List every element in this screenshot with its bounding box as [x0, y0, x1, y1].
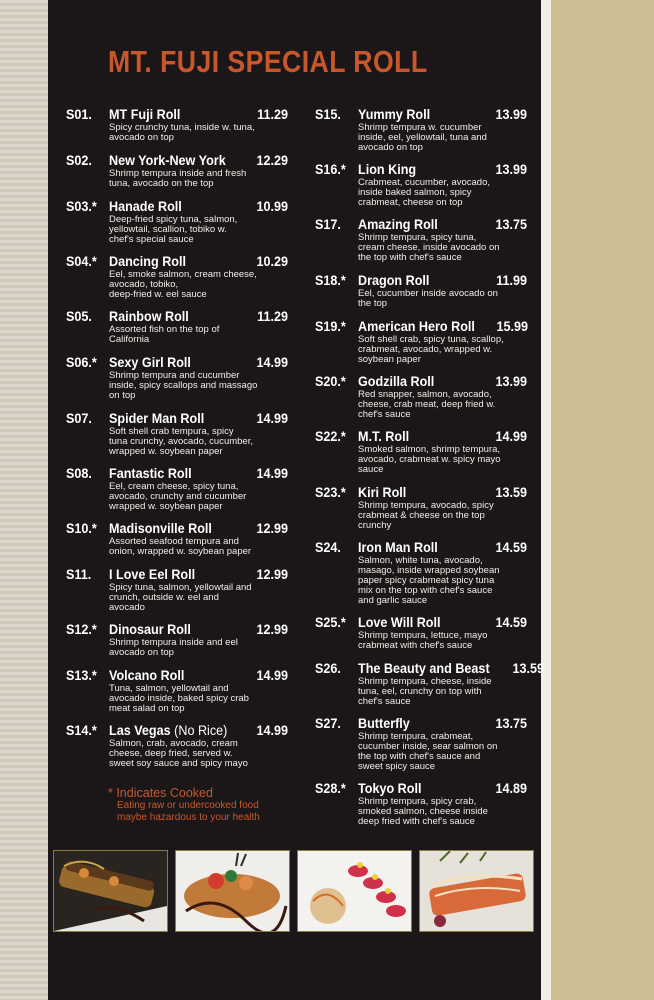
- item-price: 11.29: [257, 106, 288, 122]
- item-header: [315, 216, 527, 233]
- menu-item: [66, 621, 288, 658]
- item-header: [66, 520, 288, 537]
- item-code: S12.*: [66, 621, 97, 637]
- item-description: Deep-fried spicy tuna, salmon, yellowtail, scallion, tobiko w. chef's special sauce: [109, 214, 238, 245]
- roll-photo: [419, 850, 534, 932]
- item-name: [109, 152, 234, 168]
- item-name-text: MT Fuji Roll: [109, 106, 181, 122]
- item-price: 14.59: [495, 539, 527, 555]
- item-name: [109, 520, 234, 536]
- item-name-text: New York-New York: [109, 152, 226, 168]
- item-header: [66, 253, 288, 270]
- item-header: [66, 621, 288, 638]
- item-name-text: Love Will Roll: [358, 614, 441, 630]
- item-name: [109, 106, 234, 122]
- item-price: 10.29: [256, 253, 288, 269]
- item-description: Tuna, salmon, yellowtail and avocado inside, baked spicy crab meat salad on top: [109, 683, 249, 714]
- item-name-note: (No Rice): [174, 722, 228, 738]
- item-header: [315, 428, 527, 445]
- item-name: [358, 660, 490, 676]
- item-code: S03.*: [66, 198, 97, 214]
- item-price: 14.99: [256, 410, 288, 426]
- item-description: Shrimp tempura and cucumber inside, spicy scallops and massago on top: [109, 370, 258, 401]
- item-price: 13.99: [495, 161, 527, 177]
- menu-item: [315, 484, 527, 531]
- item-name: [358, 780, 474, 796]
- menu-item: [315, 106, 527, 153]
- item-name: [358, 161, 474, 177]
- item-description: Shrimp tempura w. cucumber inside, eel, yellowtail, tuna and avocado on top: [358, 122, 487, 153]
- item-name-text: American Hero Roll: [358, 318, 475, 334]
- item-description: Shrimp tempura, crabmeat, cucumber inside, sear salmon on the top with chef's sauce and sweet spicy sauce: [358, 731, 498, 772]
- item-description: Shrimp tempura, avocado, spicy crabmeat & cheese on the top crunchy: [358, 500, 494, 531]
- item-name: [109, 410, 234, 426]
- menu-item: [315, 660, 545, 707]
- item-header: [315, 539, 527, 556]
- item-header: [315, 106, 527, 123]
- item-price: 14.99: [495, 428, 527, 444]
- item-description: Shrimp tempura, spicy crab, smoked salmon, cheese inside deep fried with chef's sauce: [358, 796, 488, 827]
- menu-item: [66, 152, 288, 189]
- menu-item: [66, 520, 288, 557]
- item-header: [315, 272, 527, 289]
- item-description: Soft shell crab, spicy tuna, scallop, crabmeat, avocado, wrapped w. soybean paper: [358, 334, 504, 365]
- menu-item: [315, 715, 527, 772]
- menu-item: [315, 272, 527, 309]
- menu-item: [66, 465, 288, 512]
- item-price: 15.99: [496, 318, 528, 334]
- item-header: [66, 722, 288, 739]
- item-name: [109, 465, 234, 481]
- item-code: S06.*: [66, 354, 97, 370]
- item-name-text: Tokyo Roll: [358, 780, 422, 796]
- item-price: 13.59: [512, 660, 545, 676]
- item-price: 14.99: [256, 465, 288, 481]
- item-name: [358, 484, 474, 500]
- item-price: 14.59: [495, 614, 527, 630]
- item-description: Crabmeat, cucumber, avocado, inside baked salmon, spicy crabmeat, cheese on top: [358, 177, 491, 208]
- item-price: 12.99: [256, 566, 288, 582]
- item-code: S27.: [315, 715, 341, 731]
- item-name-text: Spider Man Roll: [109, 410, 205, 426]
- right-stripe-border: [541, 0, 551, 1000]
- menu-item: [315, 428, 527, 475]
- item-name: [358, 614, 474, 630]
- item-name-text: M.T. Roll: [358, 428, 410, 444]
- item-name-text: Lion King: [358, 161, 417, 177]
- item-name-text: Sexy Girl Roll: [109, 354, 191, 370]
- cooked-notice: [108, 786, 260, 824]
- item-description: Smoked salmon, shrimp tempura, avocado, crabmeat w. spicy mayo sauce: [358, 444, 501, 475]
- menu-item: [66, 667, 288, 714]
- sushi-roll-image: [54, 851, 167, 931]
- item-code: S15.: [315, 106, 341, 122]
- menu-item: [315, 216, 527, 263]
- item-description: Shrimp tempura, spicy tuna, cream cheese, inside avocado on the top with chef's sauce: [358, 232, 500, 263]
- item-description: Salmon, white tuna, avocado, masago, inside wrapped soybean paper spicy crabmeat spicy tuna mix on the top with chef's sauce and garlic sauce: [358, 555, 500, 606]
- menu-item: [66, 722, 288, 769]
- item-code: S10.*: [66, 520, 97, 536]
- item-header: [66, 198, 288, 215]
- sushi-roll-image: [298, 851, 411, 931]
- item-header: [315, 715, 527, 732]
- item-code: S11.: [66, 566, 92, 582]
- item-description: Soft shell crab tempura, spicy tuna crunchy, avocado, cucumber, wrapped w. soybean paper: [109, 426, 253, 457]
- item-price: 12.29: [256, 152, 288, 168]
- item-name-text: Dinosaur Roll: [109, 621, 191, 637]
- item-name: [358, 373, 474, 389]
- item-name-text: The Beauty and Beast: [358, 660, 490, 676]
- item-code: S19.*: [315, 318, 346, 334]
- item-header: [66, 667, 288, 684]
- item-price: 13.75: [495, 216, 527, 232]
- item-code: S28.*: [315, 780, 346, 796]
- item-name-text: Butterfly: [358, 715, 410, 731]
- item-name-text: Fantastic Roll: [109, 465, 192, 481]
- item-code: S05.: [66, 308, 92, 324]
- item-price: 14.99: [256, 354, 288, 370]
- item-header: [66, 354, 288, 371]
- item-price: 10.99: [256, 198, 288, 214]
- menu-item: [315, 373, 527, 420]
- item-name-text: Madisonville Roll: [109, 520, 212, 536]
- item-name-text: Hanade Roll: [109, 198, 182, 214]
- item-name-text: I Love Eel Roll: [109, 566, 196, 582]
- item-name-text: Las Vegas: [109, 722, 171, 738]
- item-name: [358, 715, 474, 731]
- item-header: [66, 410, 288, 427]
- item-code: S02.: [66, 152, 92, 168]
- item-name: [109, 722, 234, 738]
- item-description: Shrimp tempura inside and fresh tuna, avocado on the top: [109, 168, 247, 189]
- item-code: S07.: [66, 410, 92, 426]
- item-name: [109, 621, 234, 637]
- item-header: [66, 152, 288, 169]
- roll-photo: [175, 850, 290, 932]
- item-header: [315, 780, 527, 797]
- item-code: S20.*: [315, 373, 346, 389]
- item-description: Spicy tuna, salmon, yellowtail and crunch, outside w. eel and avocado: [109, 582, 252, 613]
- item-name-text: Kiri Roll: [358, 484, 407, 500]
- menu-item: [66, 354, 288, 401]
- menu-item: [315, 614, 527, 651]
- menu-item: [66, 566, 288, 613]
- item-description: Eel, cream cheese, spicy tuna, avocado, crunchy and cucumber wrapped w. soybean paper: [109, 481, 247, 512]
- item-price: 12.99: [256, 520, 288, 536]
- item-name-text: Iron Man Roll: [358, 539, 438, 555]
- item-name-text: Dragon Roll: [358, 272, 430, 288]
- item-description: Eel, smoke salmon, cream cheese, avocado, tobiko, deep-fried w. eel sauce: [109, 269, 257, 300]
- item-name-text: Volcano Roll: [109, 667, 185, 683]
- item-code: S25.*: [315, 614, 346, 630]
- item-price: 13.99: [495, 373, 527, 389]
- item-header: [315, 161, 527, 178]
- item-name: [109, 667, 234, 683]
- item-price: 14.89: [495, 780, 527, 796]
- item-price: 13.99: [495, 106, 527, 122]
- item-code: S16.*: [315, 161, 346, 177]
- item-code: S08.: [66, 465, 92, 481]
- menu-item: [66, 253, 288, 300]
- item-code: S26.: [315, 660, 341, 676]
- item-name: [109, 198, 234, 214]
- cooked-notice-text: Eating raw or undercooked food maybe hazardous to your health: [117, 800, 260, 823]
- sushi-roll-image: [176, 851, 289, 931]
- item-name: [358, 216, 474, 232]
- photo-strip: [53, 850, 533, 932]
- item-price: 13.75: [495, 715, 527, 731]
- menu-item: [315, 161, 527, 208]
- item-name: [109, 566, 234, 582]
- item-header: [66, 106, 288, 123]
- item-name: [358, 106, 474, 122]
- item-name: [109, 308, 234, 324]
- menu-item: [66, 410, 288, 457]
- item-header: [315, 484, 527, 501]
- item-name: [109, 354, 234, 370]
- item-code: S18.*: [315, 272, 346, 288]
- item-header: [66, 566, 288, 583]
- item-code: S24.: [315, 539, 341, 555]
- item-price: 14.99: [256, 667, 288, 683]
- item-code: S23.*: [315, 484, 346, 500]
- item-description: Eel, cucumber inside avocado on the top: [358, 288, 498, 309]
- item-code: S13.*: [66, 667, 97, 683]
- item-code: S04.*: [66, 253, 97, 269]
- item-name-text: Amazing Roll: [358, 216, 438, 232]
- menu-title: MT. FUJI SPECIAL ROLL: [108, 44, 428, 79]
- item-code: S17.: [315, 216, 341, 232]
- item-name-text: Godzilla Roll: [358, 373, 435, 389]
- item-description: Spicy crunchy tuna, inside w. tuna, avocado on top: [109, 122, 255, 143]
- item-header: [66, 308, 288, 325]
- sushi-roll-image: [420, 851, 533, 931]
- item-price: 12.99: [256, 621, 288, 637]
- item-price: 11.29: [257, 308, 288, 324]
- item-header: [315, 373, 527, 390]
- menu-item: [315, 539, 527, 606]
- item-name: [358, 539, 474, 555]
- item-description: Salmon, crab, avocado, cream cheese, deep fried, served w. sweet soy sauce and spicy mayo: [109, 738, 248, 769]
- item-name-text: Yummy Roll: [358, 106, 431, 122]
- menu-item: [66, 198, 288, 245]
- item-code: S14.*: [66, 722, 97, 738]
- item-code: S22.*: [315, 428, 346, 444]
- item-description: Red snapper, salmon, avocado, cheese, crab meat, deep fried w. chef's sauce: [358, 389, 496, 420]
- menu-item: [315, 780, 527, 827]
- item-name: [358, 272, 474, 288]
- menu-item: [66, 106, 288, 143]
- item-name-text: Rainbow Roll: [109, 308, 189, 324]
- item-header: [315, 660, 545, 677]
- item-description: Shrimp tempura inside and eel avocado on top: [109, 637, 238, 658]
- item-description: Assorted seafood tempura and onion, wrapped w. soybean paper: [109, 536, 252, 557]
- left-stripe-border: [0, 0, 48, 1000]
- item-description: Shrimp tempura, lettuce, mayo crabmeat with chef's sauce: [358, 630, 488, 651]
- item-price: 13.59: [495, 484, 527, 500]
- item-price: 14.99: [256, 722, 288, 738]
- roll-photo: [53, 850, 168, 932]
- item-header: [66, 465, 288, 482]
- item-name: [358, 318, 475, 334]
- item-header: [315, 318, 527, 335]
- menu-item: [66, 308, 288, 345]
- item-header: [315, 614, 527, 631]
- cooked-notice-title: * Indicates Cooked: [108, 786, 213, 800]
- item-name: [358, 428, 474, 444]
- menu-item: [315, 318, 527, 365]
- roll-photo: [297, 850, 412, 932]
- item-code: S01.: [66, 106, 92, 122]
- item-name-text: Dancing Roll: [109, 253, 187, 269]
- item-description: Assorted fish on the top of California: [109, 324, 220, 345]
- item-price: 11.99: [496, 272, 527, 288]
- item-description: Shrimp tempura, cheese, inside tuna, eel, crunchy on top with chef's sauce: [358, 676, 492, 707]
- item-name: [109, 253, 234, 269]
